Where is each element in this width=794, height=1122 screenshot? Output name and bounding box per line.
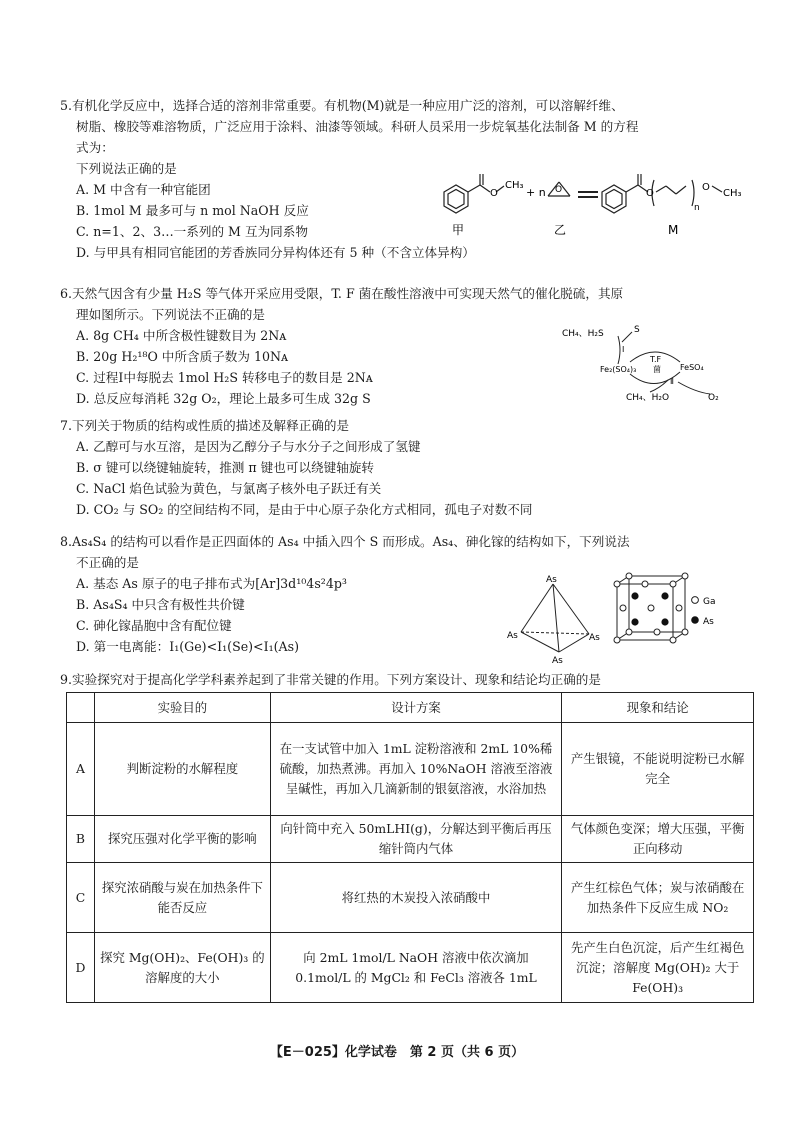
q6-option-b: B. 20g H₂¹⁸O 中所含质子数为 10Nᴀ	[76, 349, 289, 364]
table-row	[67, 816, 754, 863]
row-design: 在一支试管中加入 1mL 淀粉溶液和 2mL 10%稀硫酸，加热煮沸。再加入 10%NaOH 溶液至溶液呈碱性，再加入几滴新制的银氨溶液，水浴加热	[270, 723, 562, 816]
as-right-label: As	[589, 633, 600, 643]
table-row	[67, 723, 754, 816]
question-6	[60, 283, 623, 409]
legend-ga: Ga	[703, 597, 716, 607]
label-jia: 甲	[452, 223, 465, 237]
row-result: 产生红棕色气体；炭与浓硝酸在加热条件下反应生成 NO₂	[562, 863, 754, 933]
as4-and-gaas-structures	[505, 572, 745, 664]
q5-stem-line-1: 5.有机化学反应中，选择合适的溶剂非常重要。有机物(M)就是一种应用广泛的溶剂，可以溶解纤维、	[60, 98, 624, 113]
q5-option-a: A. M 中含有一种官能团	[76, 182, 211, 197]
q5-option-b: B. 1mol M 最多可与 n mol NaOH 反应	[76, 203, 309, 218]
question-7	[60, 415, 533, 520]
q6-option-c: C. 过程Ⅰ中每脱去 1mol H₂S 转移电子的数目是 2Nᴀ	[76, 370, 373, 385]
q8-option-c: C. 砷化镓晶胞中含有配位键	[76, 618, 232, 633]
row-result: 产生银镜，不能说明淀粉已水解完全	[562, 723, 754, 816]
header-purpose: 实验目的	[94, 693, 270, 723]
as-left-label: As	[507, 631, 518, 641]
label-yi: 乙	[554, 223, 567, 237]
fe2so43-label: Fe₂(SO₄)₃	[600, 365, 637, 374]
feso4-label: FeSO₄	[680, 363, 704, 372]
q8-option-d: D. 第一电离能：I₁(Ge)<I₁(Se)<I₁(As)	[76, 639, 300, 654]
q6-option-d: D. 总反应每消耗 32g O₂，理论上最多可生成 32g S	[76, 391, 371, 406]
q8-option-b: B. As₄S₄ 中只含有极性共价键	[76, 597, 245, 612]
label-m: M	[668, 223, 679, 237]
tf-label: T.F	[650, 355, 662, 364]
table-header-row	[67, 693, 754, 723]
product-s: S	[634, 325, 640, 335]
q7-stem: 7.下列关于物质的结构或性质的描述及解释正确的是	[60, 418, 350, 433]
input-o2: O₂	[708, 393, 719, 403]
header-design: 设计方案	[270, 693, 562, 723]
q5-option-c: C. n=1、2、3…一系列的 M 互为同系物	[76, 224, 308, 239]
q9-number: 9.	[60, 672, 73, 687]
row-purpose: 探究 Mg(OH)₂、Fe(OH)₃ 的溶解度的大小	[94, 933, 270, 1003]
row-purpose: 探究压强对化学平衡的影响	[94, 816, 270, 863]
row-purpose: 探究浓硝酸与炭在加热条件下能否反应	[94, 863, 270, 933]
epoxide-oxygen-label: O	[555, 185, 563, 195]
process-i: Ⅰ	[622, 345, 625, 354]
header-blank	[67, 693, 95, 723]
q5-reaction-figure	[430, 172, 760, 250]
q5-stem-line-2: 树脂、橡胶等难溶物质，广泛应用于涂料、油漆等领域。科研人员采用一步烷氧基化法制备 M 的方程	[76, 119, 639, 134]
methyl-label: CH₃	[505, 180, 524, 191]
terminal-methyl-label: CH₃	[723, 188, 742, 199]
row-design: 将红热的木炭投入浓硝酸中	[270, 863, 562, 933]
row-id: D	[67, 933, 95, 1003]
experiment-table	[66, 692, 754, 1003]
row-result: 气体颜色变深；增大压强，平衡正向移动	[562, 816, 754, 863]
page-footer: 【E－025】化学试卷 第 2 页（共 6 页）	[269, 1045, 525, 1060]
plus-n-label: + n	[526, 186, 546, 199]
q5-option-d: D. 与甲具有相同官能团的芳香族同分异构体还有 5 种（不含立体异构）	[76, 245, 475, 260]
q8-stem-line-2: 不正确的是	[76, 555, 139, 570]
row-id: A	[67, 723, 95, 816]
q9-stem: 9.实验探究对于提高化学学科素养起到了非常关键的作用。下列方案设计、现象和结论均正确的是	[60, 672, 601, 687]
q5-ask: 下列说法正确的是	[76, 161, 177, 176]
q6-stem-line-2: 理如图所示。下列说法不正确的是	[76, 307, 265, 322]
row-id: B	[67, 816, 95, 863]
q8-stem-line-1: 8.As₄S₄ 的结构可以看作是正四面体的 As₄ 中插入四个 S 而形成。As₄、砷化镓的结构如下，下列说法	[60, 534, 630, 549]
row-design: 向针筒中充入 50mLHI(g)，分解达到平衡后再压缩针筒内气体	[270, 816, 562, 863]
as-bottom-label: As	[552, 656, 563, 664]
q8-number: 8.	[60, 534, 73, 549]
q8-option-a: A. 基态 As 原子的电子排布式为[Ar]3d¹⁰4s²4p³	[76, 576, 347, 591]
q7-option-a: A. 乙醇可与水互溶，是因为乙醇分子与水分子之间形成了氢键	[76, 439, 421, 454]
q5-stem-line-3: 式为：	[76, 140, 114, 155]
bacteria-label: 菌	[653, 365, 661, 374]
reaction-scheme	[430, 172, 760, 250]
row-purpose: 判断淀粉的水解程度	[94, 723, 270, 816]
q7-option-b: B. σ 键可以绕键轴旋转，推测 π 键也可以绕键轴旋转	[76, 460, 375, 475]
table-row	[67, 863, 754, 933]
q6-option-a: A. 8g CH₄ 中所含极性键数目为 2Nᴀ	[76, 328, 287, 343]
q6-stem-line-1: 6.天然气因含有少量 H₂S 等气体开采应用受限，T. F 菌在酸性溶液中可实现天然气的催化脱硫，其原	[60, 286, 624, 301]
header-result: 现象和结论	[562, 693, 754, 723]
q6-number: 6.	[60, 286, 73, 301]
q7-option-d: D. CO₂ 与 SO₂ 的空间结构不同，是由于中心原子杂化方式相同，孤电子对数不同	[76, 502, 533, 517]
q7-option-c: C. NaCl 焰色试验为黄色，与氯离子核外电子跃迁有关	[76, 481, 382, 496]
q5-number: 5.	[60, 98, 73, 113]
as-top-label: As	[546, 575, 557, 585]
legend-as: As	[703, 617, 714, 627]
q8-structures-figure	[505, 572, 745, 664]
process-ii: Ⅱ	[670, 377, 674, 386]
table-row	[67, 933, 754, 1003]
row-id: C	[67, 863, 95, 933]
row-design: 向 2mL 1mol/L NaOH 溶液中依次滴加 0.1mol/L 的 MgCl₂ 和 FeCl₃ 溶液各 1mL	[270, 933, 562, 1003]
catalytic-cycle	[560, 322, 740, 404]
ether-oxygen-label: O	[702, 182, 710, 193]
row-result: 先产生白色沉淀，后产生红褐色沉淀；溶解度 Mg(OH)₂ 大于 Fe(OH)₃	[562, 933, 754, 1003]
output-ch4-h2o: CH₄、H₂O	[626, 393, 670, 403]
ester-oxygen-label: O	[646, 188, 654, 199]
n-subscript: n	[694, 203, 700, 213]
q6-desulfurization-figure	[560, 322, 740, 404]
oxygen-label: O	[490, 188, 498, 199]
input-ch4-h2s: CH₄、H₂S	[562, 329, 604, 339]
q7-number: 7.	[60, 418, 73, 433]
question-9	[60, 669, 601, 690]
